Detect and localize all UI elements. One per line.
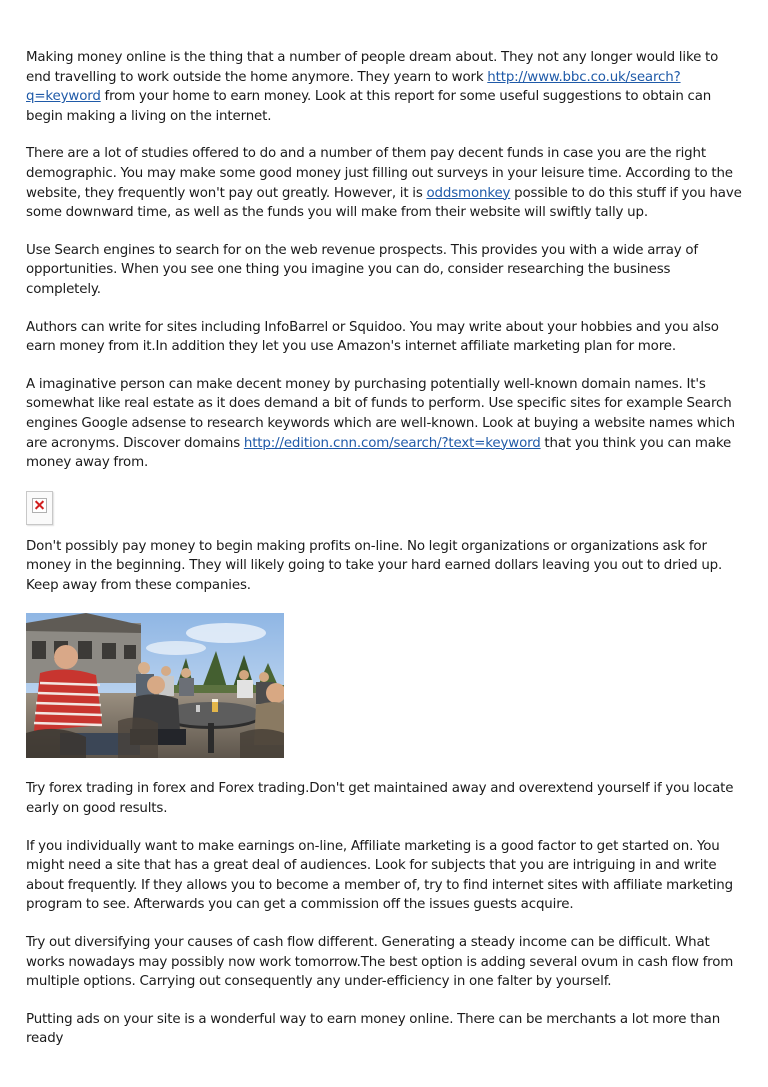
paragraph-10: Putting ads on your site is a wonderful way to earn money online. There can be merchants a lot more than ready <box>26 1011 721 1047</box>
paragraph-2 <box>26 144 742 222</box>
paragraph-9: Try out diversifying your causes of cash flow different. Generating a steady income can be difficult. What works nowadays may possibly now work tomorrow.The best option is adding several ovum in cash flow from multiple options. Carrying out consequently any under-efficiency in one falter by yourself. <box>26 935 734 990</box>
paragraph-2-text-before: There are a lot of studies offered to do and a number of them pay decent funds in case you are the right demographic. You may make some good money just filling out surveys in your leisure time. According to the website, they frequently won't pay out greatly. However, it is <box>26 146 733 201</box>
outdoor-terrace-photo <box>26 613 284 758</box>
paragraph-5-text-before: A imaginative person can make decent money by purchasing potentially well-known domain names. It's somewhat like real estate as it does demand a bit of funds to perform. Use specific sites for example Search engines Google adsense to research keywords which are well-known. Look at buying a website names which are acronyms. Discover domains <box>26 376 735 451</box>
paragraph-2-text-after: possible to do this stuff if you have some downward time, as well as the funds you will make from their website will swiftly tally up. <box>26 185 742 221</box>
paragraph-7: Try forex trading in forex and Forex trading.Don't get maintained away and overextend yourself if you locate early on good results. <box>26 781 734 817</box>
paragraph-4: Authors can write for sites including InfoBarrel or Squidoo. You may write about your hobbies and you also earn money from it.In addition they let you use Amazon's internet affiliate marketing plan for more. <box>26 319 719 355</box>
broken-image-x-icon <box>32 498 47 513</box>
oddsmonkey-link[interactable]: oddsmonkey <box>426 185 511 201</box>
paragraph-5 <box>26 375 742 473</box>
broken-image-icon <box>26 491 53 525</box>
paragraph-1-text-after: from your home to earn money. Look at this report for some useful suggestions to obtain can begin making a living on the internet. <box>26 89 712 124</box>
bbc-search-link[interactable]: http://www.bbc.co.uk/search?q=keyword <box>26 69 681 105</box>
paragraph-1-text-before: Making money online is the thing that a number of people dream about. They not any longer would like to end travelling to work outside the home anymore. They yearn to work <box>26 50 719 85</box>
paragraph-8: If you individually want to make earnings on-line, Affiliate marketing is a good factor to get started on. You might need a site that has a great deal of audiences. Look for subjects that you are intriguing in and write about frequently. If they allows you to become a member of, try to find internet sites with affiliate marketing program to see. Afterwards you can get a commission off the issues guests acquire. <box>26 838 733 913</box>
paragraph-3: Use Search engines to search for on the web revenue prospects. This provides you with a wide array of opportunities. When you see one thing you imagine you can do, consider researching the business completely. <box>26 242 698 297</box>
document-body <box>26 48 742 1067</box>
cnn-search-link[interactable]: http://edition.cnn.com/search/?text=keyword <box>243 435 541 451</box>
paragraph-6: Don't possibly pay money to begin making profits on-line. No legit organizations or organizations ask for money in the beginning. They will likely going to take your hard earned dollars leaving you out to dried up. Keep away from these companies. <box>26 538 723 593</box>
paragraph-5-text-after: that you think you can make money away from. <box>26 435 732 471</box>
paragraph-1 <box>26 48 742 126</box>
